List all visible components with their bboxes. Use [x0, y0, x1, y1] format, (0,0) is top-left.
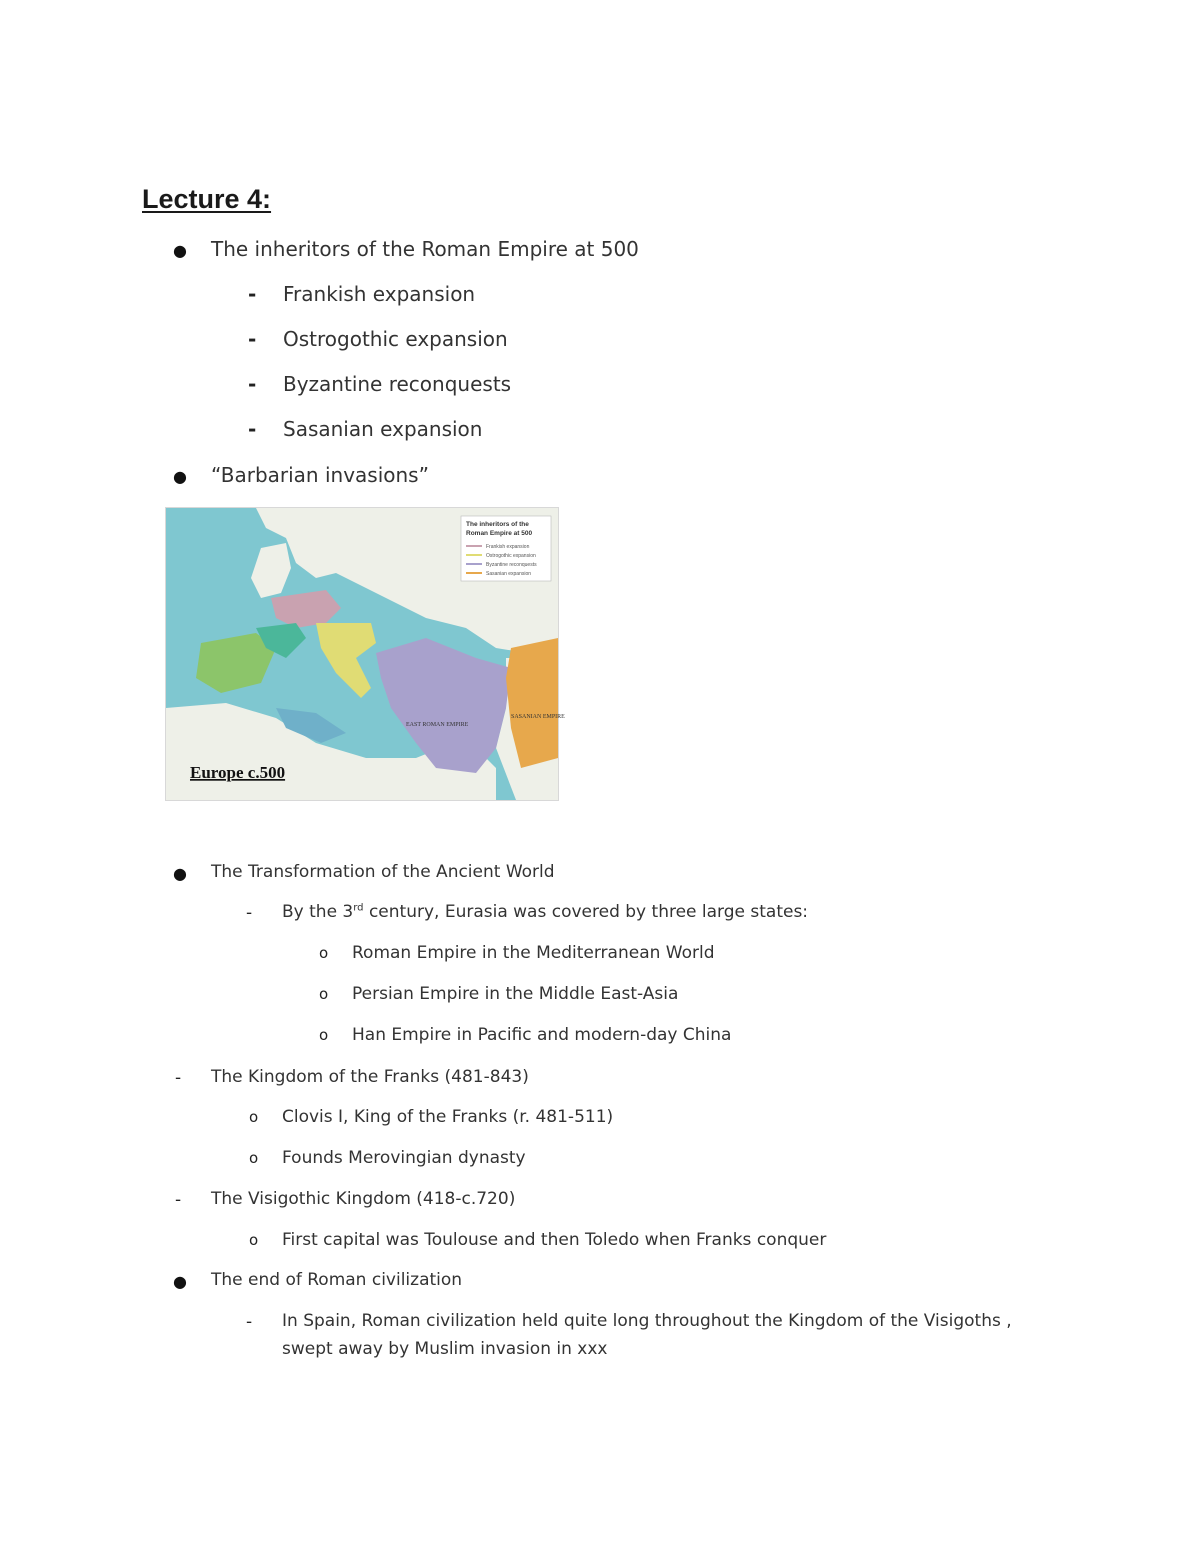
map-caption: Europe c.500	[190, 763, 286, 782]
outline-subitem: Frankish expansion	[283, 282, 476, 306]
bullet-icon: ●	[173, 864, 187, 883]
outline-subsubitem: Han Empire in Pacific and modern-day China	[352, 1025, 732, 1045]
bullet-icon: ●	[173, 467, 187, 486]
dash-icon: -	[248, 327, 257, 351]
outline-subitem: First capital was Toulouse and then Toledo when Franks conquer	[282, 1230, 827, 1250]
outline-subitem: By the 3rd century, Eurasia was covered by three large states:	[282, 902, 809, 922]
outline-item: The inheritors of the Roman Empire at 500	[211, 237, 639, 261]
outline-subitem-continuation: swept away by Muslim invasion in xxx	[282, 1339, 608, 1359]
outline-subitem: Sasanian expansion	[283, 417, 483, 441]
dash-icon: -	[248, 282, 257, 306]
outline-subitem: In Spain, Roman civilization held quite long throughout the Kingdom of the Visigoths ,	[282, 1311, 1012, 1331]
outline-item: The Kingdom of the Franks (481-843)	[211, 1067, 529, 1087]
dash-icon: -	[248, 417, 257, 441]
map-label-sasanian: SASANIAN EMPIRE	[511, 714, 565, 720]
circle-bullet-icon: o	[249, 1231, 259, 1249]
map-legend-item: Sasanian expansion	[486, 571, 532, 577]
page-title: Lecture 4:	[142, 184, 272, 214]
outline-subitem: Ostrogothic expansion	[283, 327, 508, 351]
outline-subsubitem: Roman Empire in the Mediterranean World	[352, 943, 715, 963]
outline-item: The end of Roman civilization	[211, 1270, 463, 1290]
bullet-icon: ●	[173, 241, 187, 260]
map-legend-item: Ostrogothic expansion	[486, 553, 536, 559]
circle-bullet-icon: o	[319, 1026, 329, 1044]
outline-subitem: Clovis I, King of the Franks (r. 481-511)	[282, 1107, 614, 1127]
circle-bullet-icon: o	[249, 1108, 259, 1126]
map-legend-item: Frankish expansion	[486, 544, 530, 550]
bullet-icon: ●	[173, 1272, 187, 1291]
circle-bullet-icon: o	[319, 944, 329, 962]
circle-bullet-icon: o	[319, 985, 329, 1003]
outline-subitem: Founds Merovingian dynasty	[282, 1148, 526, 1168]
map-legend-title: The inheritors of the	[466, 521, 529, 528]
map-legend-item: Byzantine reconquests	[486, 562, 537, 568]
outline-subitem: Byzantine reconquests	[283, 372, 512, 396]
outline-subsubitem: Persian Empire in the Middle East-Asia	[352, 984, 679, 1004]
circle-bullet-icon: o	[249, 1149, 259, 1167]
dash-icon: -	[246, 1312, 253, 1332]
outline-item: The Visigothic Kingdom (418-c.720)	[211, 1189, 516, 1209]
europe-map-image	[165, 507, 565, 801]
map-label-east-roman: EAST ROMAN EMPIRE	[406, 722, 469, 728]
outline-item: “Barbarian invasions”	[211, 463, 429, 487]
dash-icon: -	[175, 1190, 182, 1210]
dash-icon: -	[248, 372, 257, 396]
dash-icon: -	[175, 1068, 182, 1088]
outline-item: The Transformation of the Ancient World	[211, 862, 555, 882]
map-legend-title: Roman Empire at 500	[466, 530, 533, 537]
dash-icon: -	[246, 903, 253, 923]
